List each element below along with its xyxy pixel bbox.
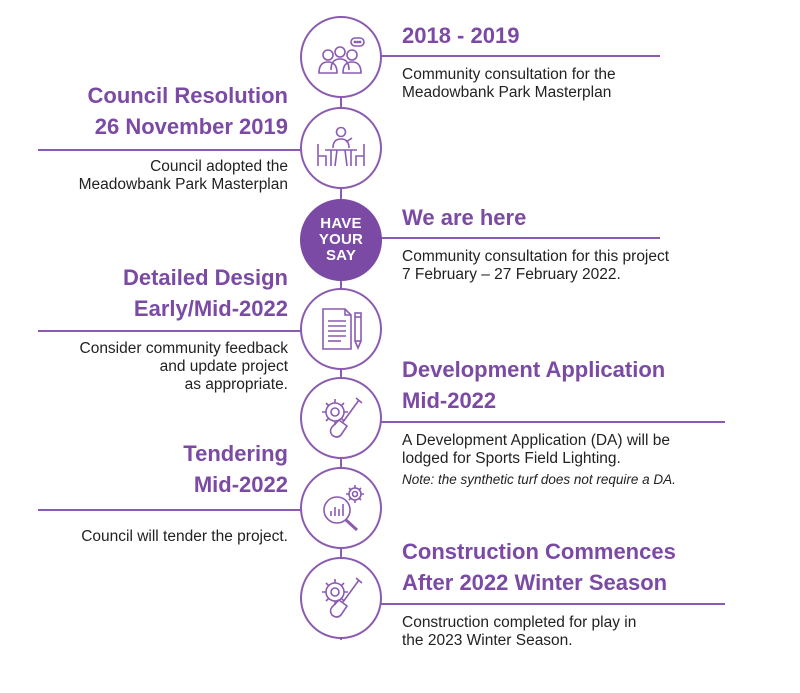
meeting-table-icon	[313, 120, 369, 176]
milestone-node-1	[300, 16, 382, 98]
milestone-title-4: Detailed Design Early/Mid-2022	[122, 265, 288, 321]
milestone-note-5: Note: the synthetic turf does not require a DA.	[402, 472, 676, 487]
magnifier-chart-icon	[313, 480, 369, 536]
milestone-title-2: Council Resolution 26 November 2019	[87, 83, 288, 139]
have-your-say-badge: HAVE YOUR SAY	[300, 199, 382, 281]
milestone-desc-6: Council will tender the project.	[81, 528, 288, 545]
milestone-desc-2: Council adopted the Meadowbank Park Masterplan	[78, 158, 288, 193]
milestone-desc-5: A Development Application (DA) will be lodged for Sports Field Lighting. Note: the synthetic turf does not require a DA.	[402, 432, 676, 487]
milestone-title-7: Construction Commences After 2022 Winter Season	[402, 539, 676, 595]
milestone-title-1: 2018 - 2019	[402, 23, 520, 48]
milestone-title-5: Development Application Mid-2022	[402, 357, 666, 413]
milestone-node-4	[300, 288, 382, 370]
milestone-desc-3: Community consultation for this project 7 February – 27 February 2022.	[402, 248, 670, 283]
milestone-node-7	[300, 557, 382, 639]
milestone-node-2	[300, 107, 382, 189]
milestone-title-3: We are here	[402, 205, 527, 230]
milestone-desc-1: Community consultation for the Meadowbank Park Masterplan	[402, 66, 616, 101]
milestone-desc-7: Construction completed for play in the 2023 Winter Season.	[402, 614, 637, 649]
milestone-node-5	[300, 377, 382, 459]
shovel-gear-icon	[313, 390, 369, 446]
document-pencil-icon	[313, 301, 369, 357]
people-discussion-icon	[313, 29, 369, 85]
shovel-gear-icon	[313, 570, 369, 626]
milestone-desc-4: Consider community feedback and update project as appropriate.	[79, 340, 288, 393]
milestone-node-6	[300, 467, 382, 549]
milestone-title-6: Tendering Mid-2022	[183, 441, 288, 497]
